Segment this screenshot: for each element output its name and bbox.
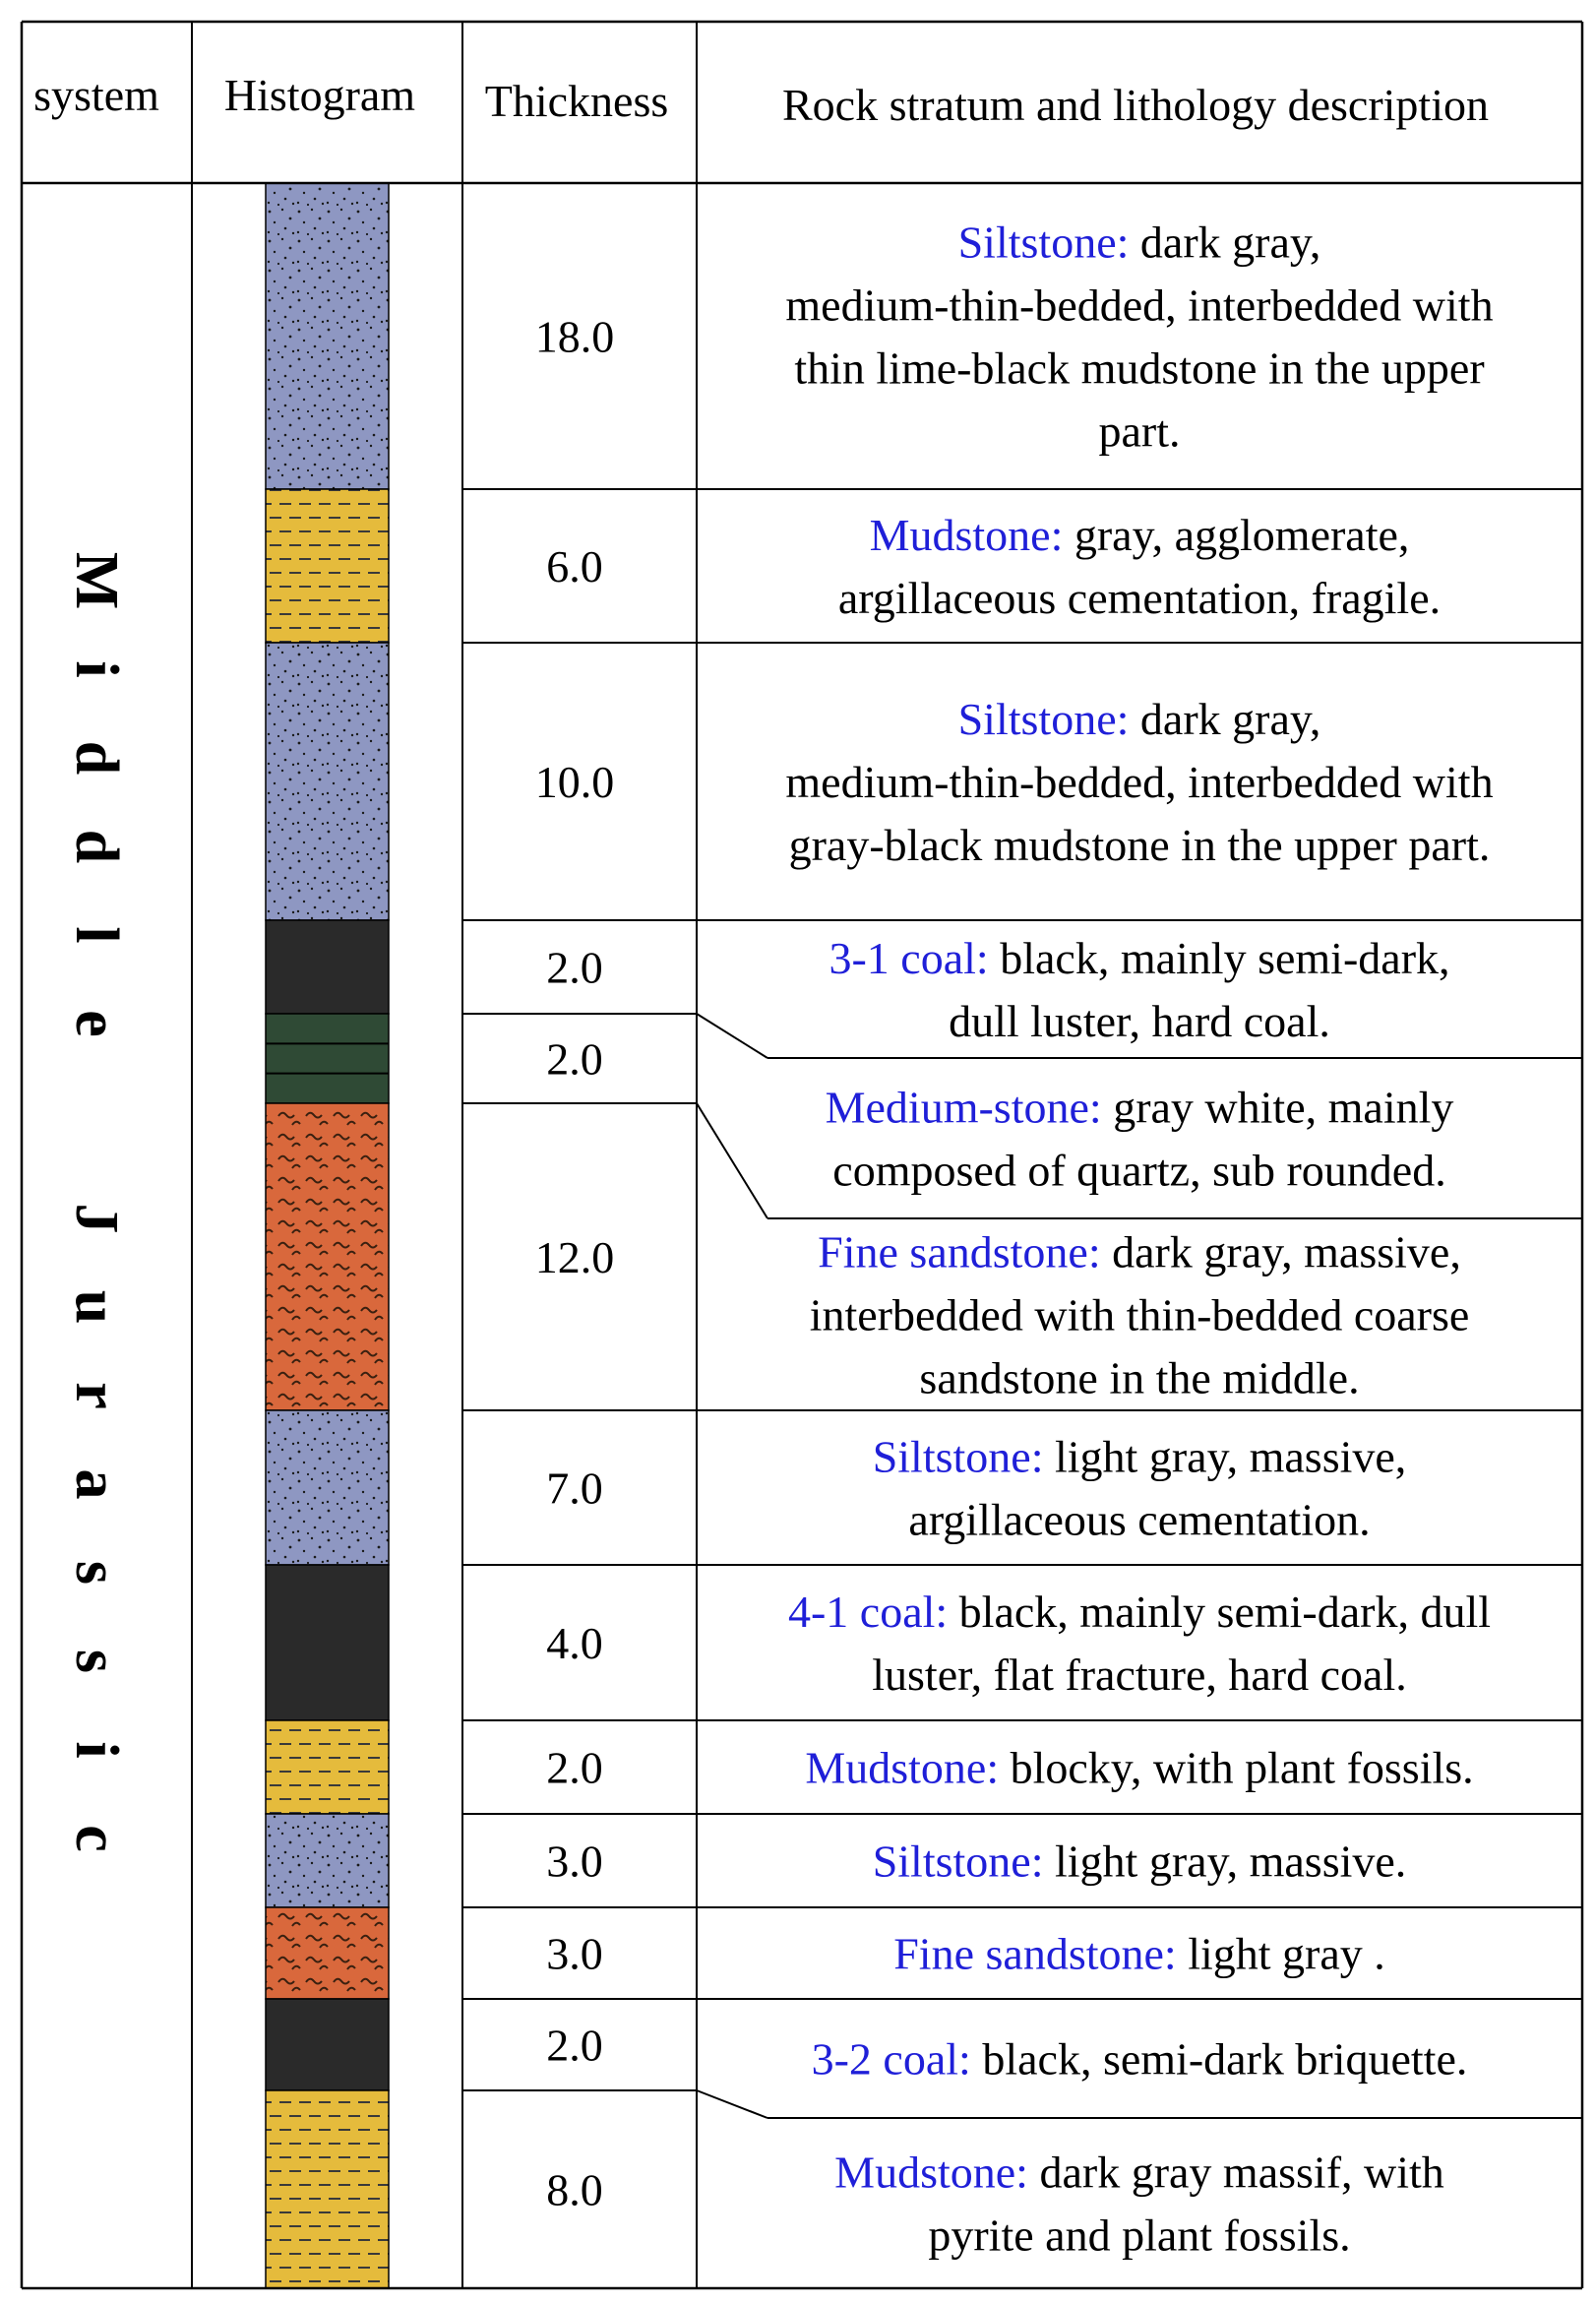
histogram-layer-medium-stone bbox=[266, 1014, 389, 1103]
histogram-layer-siltstone bbox=[266, 1814, 389, 1907]
histogram-column bbox=[266, 183, 389, 2288]
description-text: light gray, massive. bbox=[1043, 1836, 1407, 1887]
thickness-value: 2.0 bbox=[546, 1742, 603, 1793]
description-line: medium-thin-bedded, interbedded with bbox=[785, 280, 1494, 331]
lithology-keyword: 3-1 coal: bbox=[829, 933, 989, 983]
description-line: composed of quartz, sub rounded. bbox=[832, 1145, 1446, 1196]
system-label-char: r bbox=[63, 1382, 130, 1409]
thickness-value: 2.0 bbox=[546, 2020, 603, 2071]
lithology-keyword: Siltstone: bbox=[957, 694, 1130, 744]
description-text: light gray, massive, bbox=[1043, 1431, 1407, 1482]
description-text: light gray . bbox=[1176, 1928, 1385, 1979]
description-line: interbedded with thin-bedded coarse bbox=[809, 1289, 1470, 1340]
histogram-layer-coal bbox=[266, 1565, 389, 1720]
histogram-layer-mudstone bbox=[266, 489, 389, 643]
lithology-keyword: 4-1 coal: bbox=[787, 1587, 949, 1637]
description-text: black, mainly semi-dark, bbox=[988, 933, 1450, 983]
system-label bbox=[63, 552, 130, 1852]
grid-line bbox=[697, 2090, 767, 2118]
system-label-char: c bbox=[63, 1825, 130, 1852]
description-text: dark gray massif, with bbox=[1027, 2147, 1444, 2198]
system-label-char: s bbox=[63, 1560, 130, 1586]
histogram-layer-coal bbox=[266, 1999, 389, 2090]
description-line bbox=[812, 2034, 1468, 2085]
system-label-char: a bbox=[63, 1468, 130, 1500]
description-line: sandstone in the middle. bbox=[919, 1352, 1360, 1403]
description-line bbox=[805, 1743, 1473, 1793]
lithology-keyword: Siltstone: bbox=[872, 1431, 1044, 1482]
lithology-keyword: 3-2 coal: bbox=[811, 2033, 971, 2085]
description-line bbox=[958, 694, 1321, 744]
header-system: system bbox=[33, 70, 159, 120]
description-line bbox=[893, 1929, 1385, 1979]
lithology-keyword: Mudstone: bbox=[805, 1742, 1000, 1793]
description-text: blocky, with plant fossils. bbox=[999, 1742, 1474, 1793]
lithology-keyword: Siltstone: bbox=[872, 1836, 1044, 1887]
description-line: thin lime-black mudstone in the upper bbox=[794, 342, 1485, 394]
description-column bbox=[785, 218, 1493, 2261]
system-label-char: u bbox=[63, 1289, 130, 1325]
grid-line bbox=[697, 1014, 767, 1058]
header-histogram: Histogram bbox=[223, 70, 416, 120]
thickness-value: 3.0 bbox=[546, 1928, 603, 1979]
system-label-char: s bbox=[63, 1649, 130, 1674]
histogram-layer-coal bbox=[266, 920, 389, 1014]
histogram-layer-siltstone bbox=[266, 183, 389, 489]
system-label-char: e bbox=[63, 1010, 130, 1037]
histogram-layer-siltstone bbox=[266, 643, 389, 920]
description-line: dull luster, hard coal. bbox=[949, 996, 1330, 1046]
description-line bbox=[958, 218, 1321, 268]
system-label-char: i bbox=[63, 1741, 130, 1759]
system-label-char: l bbox=[63, 926, 130, 944]
lithology-keyword: Medium-stone: bbox=[825, 1082, 1102, 1133]
description-line: argillaceous cementation, fragile. bbox=[837, 573, 1442, 623]
system-label-char: M bbox=[63, 551, 130, 610]
description-line bbox=[818, 1227, 1461, 1277]
description-line bbox=[834, 2148, 1444, 2198]
thickness-value: 2.0 bbox=[546, 942, 603, 993]
histogram-layer-mudstone bbox=[266, 2090, 389, 2288]
description-line: part. bbox=[1098, 405, 1181, 457]
thickness-value: 6.0 bbox=[546, 541, 603, 592]
description-text: black, mainly semi-dark, dull bbox=[948, 1587, 1492, 1637]
grid-line bbox=[697, 1103, 767, 1218]
table-header bbox=[33, 70, 1489, 130]
histogram-layer-fine-sandstone bbox=[266, 1103, 389, 1410]
lithology-keyword: Mudstone: bbox=[869, 510, 1064, 560]
histogram-layer-fine-sandstone bbox=[266, 1907, 389, 1999]
description-line: argillaceous cementation. bbox=[908, 1494, 1371, 1545]
thickness-value: 4.0 bbox=[546, 1618, 603, 1668]
histogram-layer-mudstone bbox=[266, 1720, 389, 1814]
thickness-value: 10.0 bbox=[534, 757, 615, 807]
description-line bbox=[873, 1837, 1407, 1887]
lithology-keyword: Siltstone: bbox=[957, 217, 1130, 268]
system-label-char: d bbox=[63, 829, 130, 864]
header-description: Rock stratum and lithology description bbox=[781, 80, 1490, 130]
description-line bbox=[788, 1587, 1491, 1637]
thickness-value: 2.0 bbox=[546, 1033, 603, 1085]
system-label-char: J bbox=[63, 1203, 130, 1234]
description-text: black, semi-dark briquette. bbox=[970, 2033, 1468, 2085]
thickness-value: 12.0 bbox=[534, 1232, 615, 1282]
description-line bbox=[826, 1083, 1454, 1133]
description-line bbox=[870, 510, 1410, 560]
description-line: luster, flat fracture, hard coal. bbox=[872, 1650, 1407, 1700]
description-line: pyrite and plant fossils. bbox=[928, 2210, 1351, 2261]
system-label-char: d bbox=[63, 740, 130, 776]
thickness-value: 3.0 bbox=[546, 1836, 603, 1887]
thickness-column bbox=[535, 312, 615, 2215]
description-line bbox=[873, 1432, 1407, 1482]
description-line: gray-black mudstone in the upper part. bbox=[788, 820, 1491, 870]
thickness-value: 7.0 bbox=[546, 1463, 603, 1514]
thickness-value: 18.0 bbox=[534, 311, 615, 362]
description-text: gray white, mainly bbox=[1101, 1082, 1454, 1133]
description-text: dark gray, bbox=[1129, 694, 1321, 744]
lithology-keyword: Mudstone: bbox=[834, 2147, 1028, 2198]
lithology-keyword: Fine sandstone: bbox=[818, 1226, 1101, 1277]
description-line: medium-thin-bedded, interbedded with bbox=[785, 757, 1494, 807]
lithology-keyword: Fine sandstone: bbox=[893, 1928, 1177, 1979]
thickness-value: 8.0 bbox=[546, 2164, 603, 2215]
description-line bbox=[829, 933, 1449, 983]
description-text: dark gray, massive, bbox=[1100, 1226, 1461, 1277]
header-thickness: Thickness bbox=[484, 76, 669, 126]
description-text: dark gray, bbox=[1129, 217, 1321, 268]
histogram-layer-siltstone bbox=[266, 1410, 389, 1565]
description-text: gray, agglomerate, bbox=[1063, 510, 1410, 560]
system-label-char: i bbox=[63, 660, 130, 678]
